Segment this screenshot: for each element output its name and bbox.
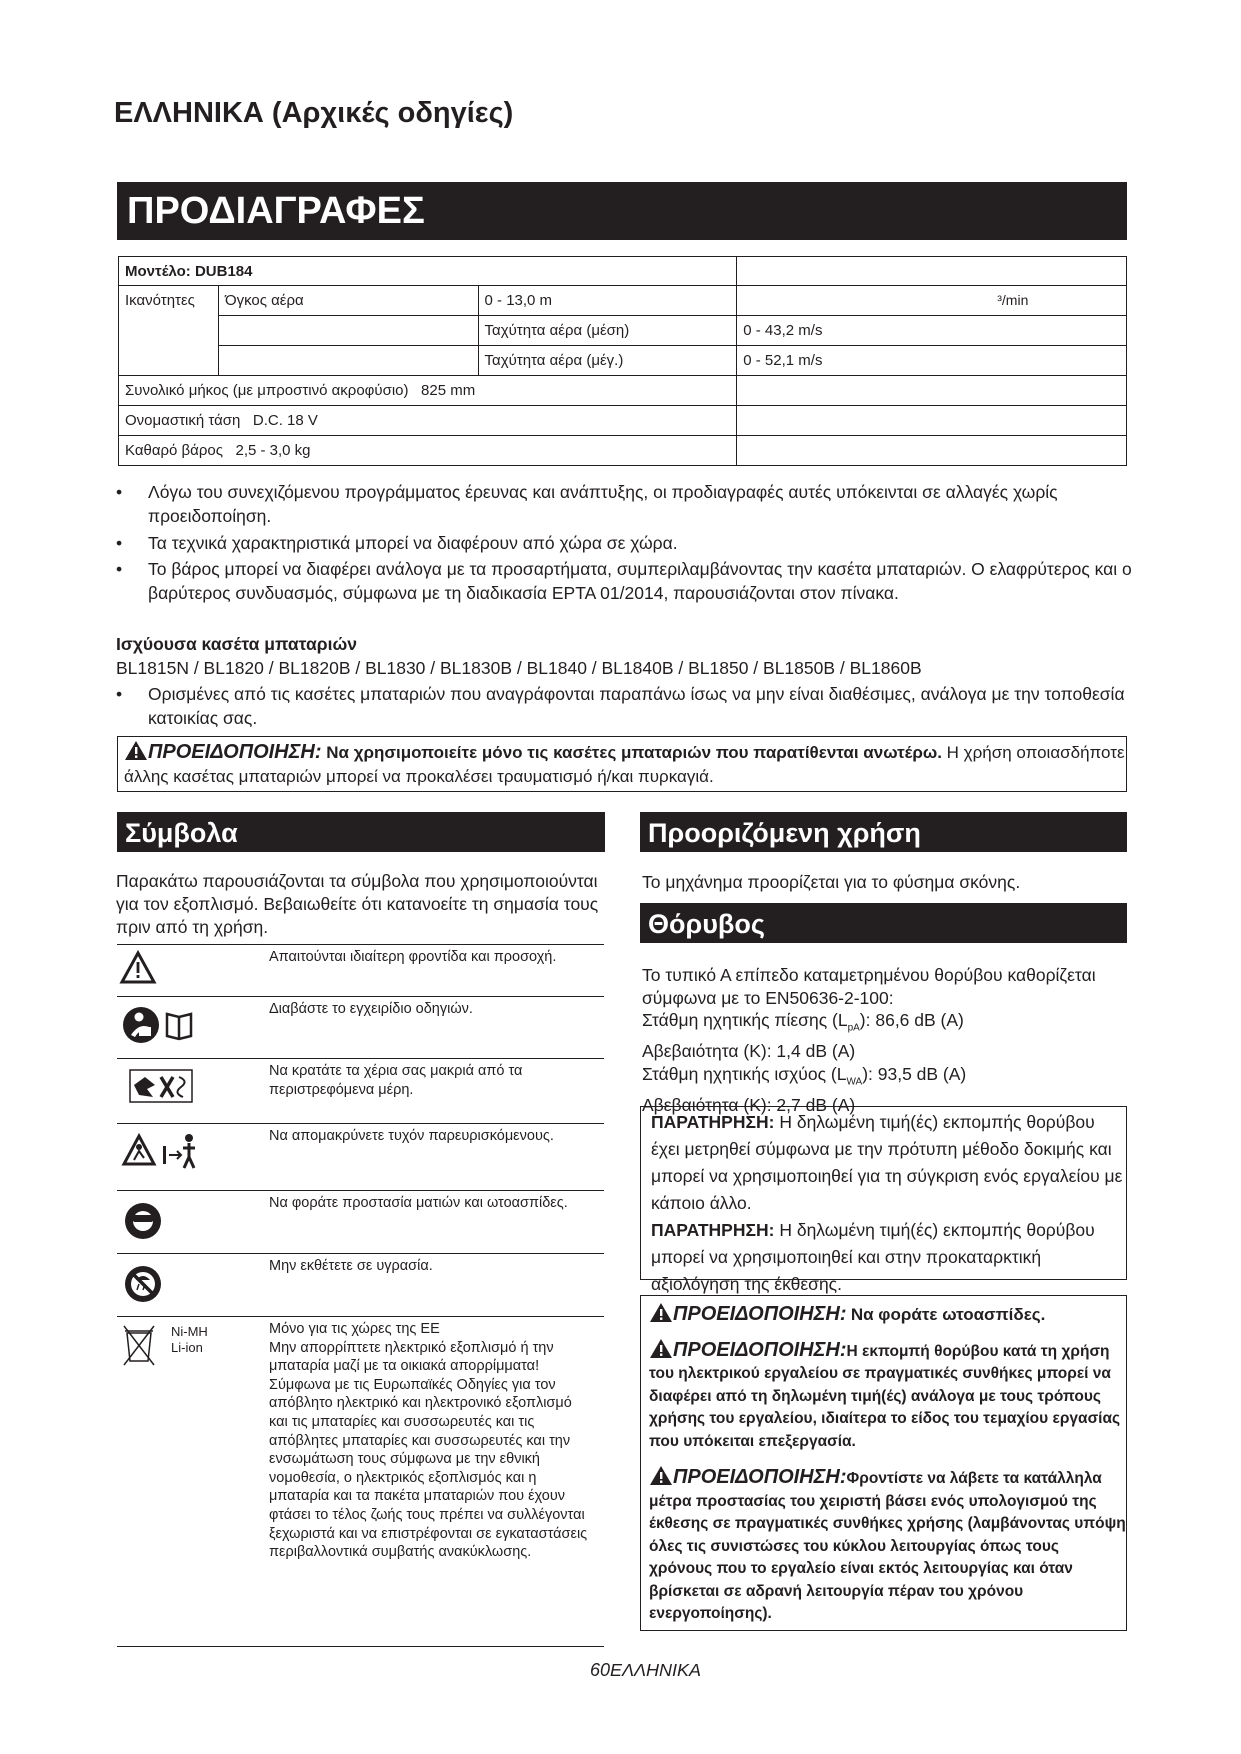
warning-label: ΠΡΟΕΙΔΟΠΟΙΗΣΗ: (148, 741, 322, 763)
bullet: • (116, 684, 123, 704)
warning-bold-text: Να χρησιμοποιείτε μόνο τις κασέτες μπαταριών που παρατίθενται ανωτέρω. (326, 743, 942, 762)
rated-voltage-label: Ονομαστική τάση (125, 412, 241, 429)
symbol-text: Να απομακρύνετε τυχόν παρευρισκόμενους. (269, 1128, 554, 1144)
symbol-row (117, 1190, 604, 1254)
rated-voltage-value: D.C. 18 V (252, 412, 318, 429)
note-item: Το βάρος μπορεί να διαφέρει ανάλογα με τα προσαρτήματα, συμπεριλαμβάνοντας την κασέτα μπαταριών. Ο ελαφρύτερος και ο βαρύτερος συνδυασμός, σύμφωνα με τη διαδικασία EPTA 01/2014, παρουσιάζονται στον πίνακα. (148, 559, 1132, 603)
symbol-row (117, 1123, 604, 1191)
air-velocity-avg-value: 0 - 43,2 m/s (737, 316, 1127, 346)
symbol-text: Διαβάστε το εγχειρίδιο οδηγιών. (269, 1001, 473, 1017)
warning-label: ΠΡΟΕΙΔΟΠΟΙΗΣΗ: (673, 1338, 847, 1361)
note-text: Η δηλωμένη τιμή(ές) εκπομπής θορύβου έχει μετρηθεί σύμφωνα με την πρότυπη μέθοδο δοκιμής και μπορεί να χρησιμοποιηθεί για τη σύγκριση ενός εργαλείου με κάποιο άλλο. (651, 1112, 1123, 1213)
bullet: • (116, 533, 123, 553)
air-velocity-avg-label: Ταχύτητα αέρα (μέση) (478, 316, 737, 346)
battery-warning-box (117, 736, 1127, 792)
eye-ear-protection-icon (117, 1191, 257, 1254)
warning-triangle-icon (649, 1338, 673, 1359)
symbol-text: Μην εκθέτετε σε υγρασία. (269, 1258, 433, 1274)
symbols-intro: Παρακάτω παρουσιάζονται τα σύμβολα που χρησιμοποιούνται για τον εξοπλισμό. Βεβαιωθείτε ότι κατανοείτε τη σημασία τους πριν από τη χρήση. (116, 871, 599, 937)
sound-pressure-level: Στάθμη ηχητικής πίεσης $(L_{pA})$: 86,6 dB (A) (642, 1010, 964, 1034)
noise-intro: Το τυπικό Α επίπεδο καταμετρημένου θορύβου καθορίζεται σύμφωνα με το EN50636-2-100: (642, 965, 1096, 1008)
warning-label: ΠΡΟΕΙΔΟΠΟΙΗΣΗ: (673, 1303, 847, 1325)
noise-values (642, 964, 1127, 1116)
symbols-table-bottom-rule (117, 1646, 604, 1647)
overall-length-row (119, 376, 737, 406)
warning-text: Να φοράτε ωτοασπίδες. (850, 1305, 1046, 1324)
warning-triangle-icon (649, 1465, 673, 1486)
symbol-text: Απαιτούνται ιδιαίτερη φροντίδα και προσοχή. (269, 949, 557, 965)
symbols-title: Σύμβολα (117, 812, 605, 852)
bullet: • (116, 559, 123, 579)
intended-use-title: Προοριζόμενη χρήση (640, 812, 1127, 852)
bullet: • (116, 482, 123, 502)
symbol-row (117, 944, 604, 997)
net-weight-row (119, 436, 737, 466)
overall-length-value: 825 mm (421, 382, 476, 399)
battery-note: Ορισμένες από τις κασέτες μπαταριών που αναγράφονται παραπάνω ίσως να μην είναι διαθέσιμες, ανάλογα με την τοποθεσία κατοικίας σας. (148, 684, 1125, 728)
caution-triangle-icon (117, 945, 257, 997)
warning-text: Η χρήση οποιασδήποτε άλλης κασέτας μπαταριών μπορεί να προκαλέσει τραυματισμό ή/και πυρκαγιά. (124, 743, 1125, 786)
note-text: Η δηλωμένη τιμή(ές) εκπομπής θορύβου μπορεί να χρησιμοποιηθεί και στην προκαταρκτική αξιολόγηση της έκθεσης. (651, 1220, 1095, 1294)
battery-list: BL1815N / BL1820 / BL1820B / BL1830 / BL1830B / BL1840 / BL1840B / BL1850 / BL1850B / BL1860B (116, 658, 922, 678)
net-weight-label: Καθαρό βάρος (125, 442, 223, 459)
page-language-heading: ΕΛΛΗΝΙΚΑ (Αρχικές οδηγίες) (114, 97, 514, 129)
read-manual-icon (117, 997, 257, 1059)
symbol-text: Να κρατάτε τα χέρια σας μακριά από τα περιστρεφόμενα μέρη. (269, 1063, 523, 1098)
noise-title: Θόρυβος (640, 903, 1127, 943)
specifications-table (118, 256, 1127, 466)
air-volume-label: Όγκος αέρα (218, 286, 478, 316)
page-number: 60ΕΛΛΗΝΙΚΑ (590, 1660, 702, 1680)
symbol-row (117, 1058, 604, 1124)
note-item: Λόγω του συνεχιζόμενου προγράμματος έρευνας και ανάπτυξης, οι προδιαγραφές αυτές υπόκεινται σε αλλαγές χωρίς προειδοποίηση. (148, 482, 1058, 526)
symbol-text: Να φοράτε προστασία ματιών και ωτοασπίδες. (269, 1195, 568, 1211)
keep-hands-away-icon (117, 1059, 257, 1124)
symbol-row (117, 1253, 604, 1317)
symbol-row-disposal (117, 1316, 604, 1647)
noise-warning-box (640, 1295, 1127, 1631)
overall-length-label: Συνολικό μήκος (με μπροστινό ακροφύσιο) (125, 382, 409, 399)
air-volume-value: 0 - 13,0 m (478, 286, 737, 316)
net-weight-value: 2,5 - 3,0 kg (235, 442, 311, 459)
specifications-title: ΠΡΟΔΙΑΓΡΑΦΕΣ (117, 182, 1127, 240)
keep-bystanders-away-icon (117, 1124, 257, 1191)
air-velocity-max-value: 0 - 52,1 m/s (737, 346, 1127, 376)
note-label: ΠΑΡΑΤΗΡΗΣΗ: (651, 1220, 775, 1240)
capacity-label: Ικανότητες (119, 286, 219, 316)
air-volume-unit: ³/min (997, 292, 1029, 308)
warning-triangle-icon (124, 740, 148, 761)
no-rain-icon (117, 1254, 257, 1317)
uncertainty-k1: Αβεβαιότητα (K): 1,4 dB (A) (642, 1041, 856, 1061)
sound-power-level: Στάθμη ηχητικής ισχύος $(L_{WA})$: 93,5 dB (A) (642, 1063, 967, 1087)
disposal-text: Μόνο για τις χώρες της ΕΕ Μην απορρίπτετε ηλεκτρικό εξοπλισμό ή την μπαταρία μαζί με τα οικιακά απορρίμματα! Σύμφωνα με τις Ευρωπαϊκές Οδηγίες για τον απόβλητο ηλεκτρικό και ηλεκτρονικό εξοπλισμό και τις μπαταρίες και συσσωρευτές και τις απόβλητες μπαταρίες και συσσωρευτές και την ενσωμάτωση τους σύμφωνα με την εθνική νομοθεσία, ο ηλεκτρικός εξοπλισμός και η μπαταρία και τα πακέτα μπαταριών που έχουν φτάσει το τέλος ζωής τους πρέπει να συλλέγονται ξεχωριστά και να επιστρέφονται σε εγκαταστάσεις περιβαλλοντικά συμβατής ανακύκλωσης. (269, 1321, 588, 1561)
battery-heading: Ισχύουσα κασέτα μπαταριών (116, 634, 357, 654)
warning-triangle-icon (649, 1302, 673, 1323)
intended-use-text: Το μηχάνημα προορίζεται για το φύσημα σκόνης. (642, 872, 1021, 892)
noise-note-box (640, 1106, 1127, 1294)
specification-notes (0, 480, 1241, 740)
air-velocity-max-label: Ταχύτητα αέρα (μέγ.) (478, 346, 737, 376)
warning-label: ΠΡΟΕΙΔΟΠΟΙΗΣΗ: (673, 1466, 847, 1488)
uncertainty-k2: Αβεβαιότητα (K): 2,7 dB (A) (642, 1094, 856, 1115)
note-item: Τα τεχνικά χαρακτηριστικά μπορεί να διαφέρουν από χώρα σε χώρα. (148, 533, 678, 553)
battery-chemistry-liion: Li-ion (171, 1340, 203, 1355)
model-cell: Μοντέλο: DUB184 (119, 257, 737, 286)
battery-chemistry-nimh: Ni-MH (171, 1324, 208, 1339)
symbol-row (117, 996, 604, 1059)
note-label: ΠΑΡΑΤΗΡΗΣΗ: (651, 1112, 775, 1132)
rated-voltage-row (119, 406, 737, 436)
warning-text: Φροντίστε να λάβετε τα κατάλληλα μέτρα προστασίας του χειριστή βάσει ενός υπολογισμού της έκθεσης σε πραγματικές συνθήκες χρήσης (λαμβάνοντας υπόψη όλες τις συνιστώσες του κύκλου λειτουργίας όπως τους χρόνους που το εργαλείο είναι εκτός λειτουργίας και όταν βρίσκεται σε αδρανή λειτουργία πέραν του χρόνου ενεργοποίησης). (649, 1470, 1126, 1622)
warning-text: Η εκπομπή θορύβου κατά τη χρήση του ηλεκτρικού εργαλείου σε πραγματικές συνθήκες μπορεί να διαφέρει από τη δηλωμένη τιμή(ές) ανάλογα με τους τρόπους χρήσης του εργαλείου, ιδιαίτερα το είδος του τεμαχίου εργασίας που υπόκειται επεξεργασία. (649, 1342, 1121, 1450)
